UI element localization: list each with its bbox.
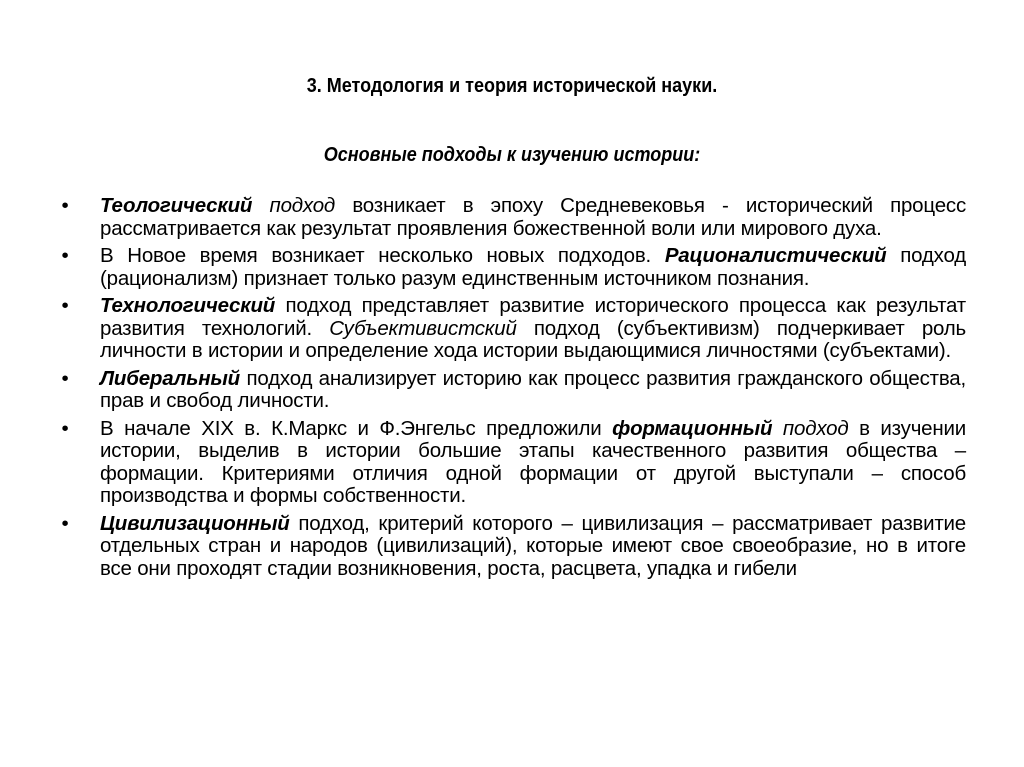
slide-title: 3. Методология и теория исторической науки. xyxy=(306,75,718,97)
slide-subtitle: Основные подходы к изучению истории: xyxy=(323,144,701,166)
list-item-liberal xyxy=(58,368,966,413)
list-item-theological xyxy=(58,195,966,240)
term-bold: Технологический xyxy=(100,294,276,317)
term-bold: Теологический xyxy=(100,194,253,217)
list-item-technological xyxy=(58,295,966,363)
term-bold: формационный xyxy=(612,416,773,440)
list-item-text xyxy=(100,513,966,581)
term-italic: Субъективистский xyxy=(329,316,517,340)
text-segment: подход анализирует историю как процесс развития гражданского общества, прав и свобод личности. xyxy=(100,366,966,412)
bullet-icon: • xyxy=(61,244,69,267)
list-item-text xyxy=(100,195,966,240)
bullet-icon: • xyxy=(61,366,69,390)
text-segment: В начале XIX в. К.Маркс и Ф.Энгельс предложили xyxy=(100,416,613,440)
bullet-icon: • xyxy=(61,194,69,217)
text-segment: подход представляет развитие исторического процесса как результат развития технологий. xyxy=(100,294,966,340)
list-item-text xyxy=(100,245,966,290)
list-item-text xyxy=(100,368,966,413)
text-segment: подход (субъективизм) подчеркивает роль личности в истории и определение хода истории выдающимися личностями (субъектами). xyxy=(100,316,967,362)
list-item-civilizational xyxy=(58,513,966,581)
text-segment: подход (рационализм) признает только разум единственным источником познания. xyxy=(100,244,966,290)
text-segment xyxy=(252,194,269,217)
approaches-list xyxy=(58,195,966,585)
text-segment: в изучении истории, выделив в истории большие этапы качественного развития общества – формации. Критериями отличия одной формации от другой выступали – способ производства и формы собственности. xyxy=(100,416,966,507)
bullet-icon: • xyxy=(61,511,69,535)
list-item-text xyxy=(100,418,966,508)
list-item-text xyxy=(100,295,966,363)
text-segment xyxy=(772,417,783,440)
list-item-formational xyxy=(58,418,966,508)
term-italic: подход xyxy=(782,416,849,440)
term-bold: Цивилизационный xyxy=(100,511,290,535)
term-bold: Либеральный xyxy=(100,366,241,390)
list-item-rationalist xyxy=(58,245,966,290)
text-segment: возникает в эпоху Средневековья - исторический процесс рассматривается как результат проявления божественной воли или мирового духа. xyxy=(100,194,966,240)
term-bold: Рационалистический xyxy=(664,244,887,267)
bullet-icon: • xyxy=(61,416,69,440)
bullet-icon: • xyxy=(61,294,69,317)
text-segment: В Новое время возникает несколько новых подходов. xyxy=(100,244,665,267)
term-italic: подход xyxy=(269,194,336,217)
text-segment: подход, критерий которого – цивилизация – рассматривает развитие отдельных стран и народов (цивилизаций), которые имеют свое своеобразие, но в итоге все они проходят стадии возникновения, роста, расцвета, упадка и гибели xyxy=(100,511,966,580)
